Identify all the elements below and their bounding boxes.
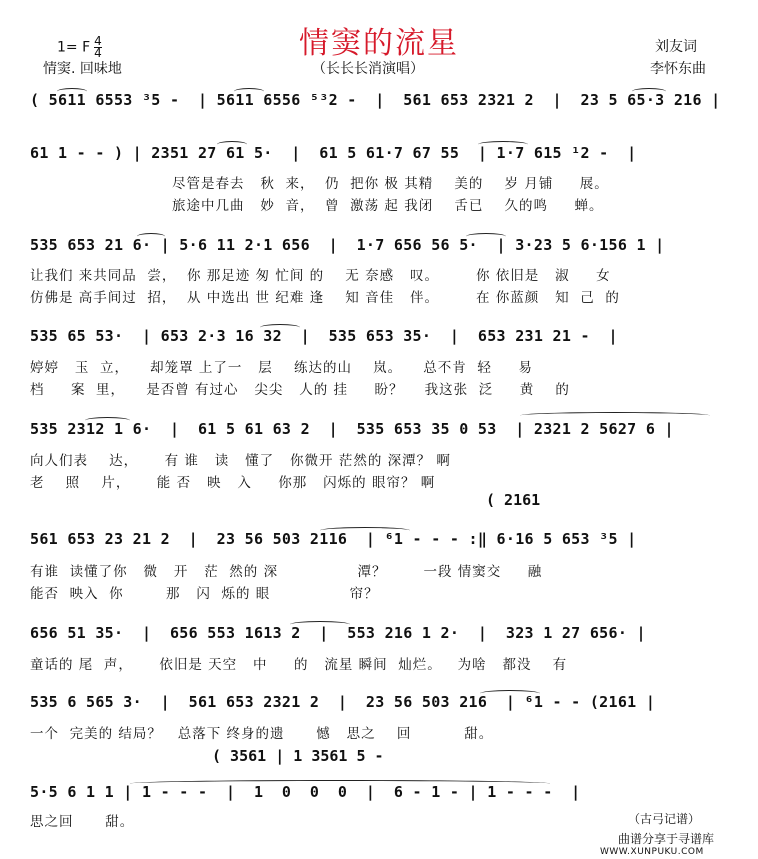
performer: （长长长消演唱） bbox=[312, 61, 424, 77]
notation-line: 5·5 6 1 1 | 1 - - - | 1 0 0 0 | 6 - 1 - | 1 - - - | bbox=[30, 783, 581, 801]
slur bbox=[320, 527, 410, 534]
lyric-verse-2: 档 案 里， 是否曾 有过心 尖尖 人的 挂 盼？ 我这张 泛 黄 的 bbox=[30, 382, 570, 398]
slur bbox=[217, 141, 247, 148]
lyric-verse-1: 思之回 甜。 bbox=[30, 814, 135, 830]
notation-line: ( 5611 6553 ³5 - | 5611 6556 ⁵³2 - | 561 653 2321 2 | 23 5 65·3 216 | bbox=[30, 91, 721, 109]
lyric-verse-2: 老 照 片， 能 否 映 入 你那 闪烁的 眼帘？ 啊 bbox=[30, 475, 436, 491]
notation-line: 561 653 23 21 2 | 23 56 503 2116 | ⁶1 - - - :‖ 6·16 5 653 ³5 | bbox=[30, 530, 637, 548]
time-signature: $\frac{4}{4}$ bbox=[94, 34, 102, 60]
lyric-verse-1: 童话的 尾 声， 依旧是 天空 中 的 流星 瞬间 灿烂。 为啥 都没 有 bbox=[30, 657, 568, 673]
slur bbox=[480, 690, 540, 697]
lyric-verse-1: 尽管是春去 秋 来， 仍 把你 极 其精 美的 岁 月铺 展。 bbox=[172, 176, 609, 192]
notation-line: 535 2312 1 6· | 61 5 61 63 2 | 535 653 35 0 53 | 2321 2 5627 6 | bbox=[30, 420, 674, 438]
transcriber-credit: （古弓记谱） bbox=[628, 812, 701, 826]
lyric-verse-1: 婷婷 玉 立， 却笼罩 上了一 层 练达的山 岚。 总不肯 轻 易 bbox=[30, 360, 533, 376]
lyric-verse-2: 能否 映入 你 那 闪 烁的 眼 帘？ bbox=[30, 586, 379, 602]
lyric-verse-2: 仿佛是 高手间过 招， 从 中选出 世 纪难 逢 知 音佳 伴。 在 你蓝颜 知 己 的 bbox=[30, 290, 620, 306]
key-signature: 1= F $\frac{4}{4}$ bbox=[57, 34, 102, 60]
interlude-marker: ( 2161 bbox=[486, 491, 541, 509]
slur bbox=[85, 417, 130, 424]
lyric-verse-1: 让我们 来共同品 尝， 你 那足迹 匆 忙间 的 无 奈感 叹。 你 依旧是 淑 女 bbox=[30, 268, 611, 284]
slur bbox=[632, 88, 666, 95]
slur bbox=[520, 412, 710, 419]
song-title: 情窦的流星 bbox=[299, 26, 459, 61]
lyric-verse-1: 有谁 读懂了你 微 开 茫 然的 深 潭？ 一段 情窦交 融 bbox=[30, 564, 543, 580]
slur bbox=[478, 141, 528, 148]
share-credit: 曲谱分享于寻谱库 bbox=[618, 832, 715, 846]
lyric-verse-1: 一个 完美的 结局？ 总落下 终身的遗 憾 思之 回 甜。 bbox=[30, 726, 494, 742]
slur bbox=[137, 233, 165, 240]
tempo-expression: 情窦. 回味地 bbox=[43, 61, 122, 77]
notation-line: 61 1 - - ) | 2351 27 61 5· | 61 5 61·7 67 55 | 1·7 615 ¹2 - | bbox=[30, 144, 637, 162]
notation-line: 656 51 35· | 656 553 1613 2 | 553 216 1 2· | 323 1 27 656· | bbox=[30, 624, 646, 642]
composer: 李怀东曲 bbox=[650, 61, 706, 77]
interlude-marker: ( 3561 | 1 3561 5 - bbox=[212, 747, 384, 765]
site-url[interactable]: WWW.XUNPUKU.COM bbox=[600, 847, 704, 857]
slur bbox=[57, 88, 87, 95]
notation-line: 535 65 53· | 653 2·3 16 32 | 535 653 35· | 653 231 21 - | bbox=[30, 327, 618, 345]
lyric-verse-1: 向人们表 达， 有 谁 读 懂了 你微开 茫然的 深潭？ 啊 bbox=[30, 453, 451, 469]
slur bbox=[290, 621, 350, 628]
slur bbox=[260, 324, 300, 331]
notation-line: 535 6 565 3· | 561 653 2321 2 | 23 56 503 216 | ⁶1 - - (2161 | bbox=[30, 693, 656, 711]
lyricist: 刘友词 bbox=[655, 39, 697, 55]
slur bbox=[130, 780, 550, 787]
slur bbox=[234, 88, 264, 95]
notation-line: 535 653 21 6· | 5·6 11 2·1 656 | 1·7 656 56 5· | 3·23 5 6·156 1 | bbox=[30, 236, 665, 254]
slur bbox=[466, 233, 506, 240]
lyric-verse-2: 旅途中几曲 妙 音， 曾 激荡 起 我闭 舌已 久的鸣 蝉。 bbox=[172, 198, 604, 214]
